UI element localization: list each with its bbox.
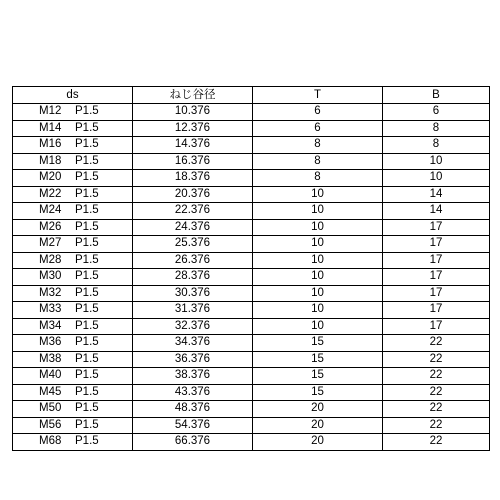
cell-t: 20 xyxy=(253,401,383,418)
thread-pitch: P1.5 xyxy=(75,121,99,134)
cell-root-diameter: 16.376 xyxy=(133,153,253,170)
cell-b: 22 xyxy=(383,335,490,352)
cell-t: 10 xyxy=(253,285,383,302)
cell-ds xyxy=(13,153,133,170)
cell-root-diameter: 26.376 xyxy=(133,252,253,269)
thread-pitch: P1.5 xyxy=(75,253,99,266)
cell-t: 10 xyxy=(253,269,383,286)
cell-b: 14 xyxy=(383,203,490,220)
cell-root-diameter: 28.376 xyxy=(133,269,253,286)
cell-ds xyxy=(13,434,133,451)
cell-root-diameter: 48.376 xyxy=(133,401,253,418)
cell-ds xyxy=(13,285,133,302)
cell-t: 10 xyxy=(253,302,383,319)
cell-ds xyxy=(13,170,133,187)
cell-root-diameter: 54.376 xyxy=(133,417,253,434)
thread-size: M22 xyxy=(39,187,62,200)
thread-size: M34 xyxy=(39,319,62,332)
table-row xyxy=(13,401,490,418)
thread-size: M24 xyxy=(39,204,62,216)
cell-root-diameter: 12.376 xyxy=(133,120,253,137)
cell-ds xyxy=(13,104,133,121)
thread-size: M56 xyxy=(39,418,62,431)
cell-b: 8 xyxy=(383,120,490,137)
table-row xyxy=(13,137,490,154)
header-ds: ds xyxy=(13,87,133,104)
cell-t: 8 xyxy=(253,153,383,170)
cell-root-diameter: 18.376 xyxy=(133,170,253,187)
thread-size: M14 xyxy=(39,121,62,134)
thread-size: M40 xyxy=(39,369,62,381)
cell-ds xyxy=(13,203,133,220)
cell-ds xyxy=(13,384,133,401)
thread-pitch: P1.5 xyxy=(75,154,99,167)
cell-ds xyxy=(13,318,133,335)
thread-size: M18 xyxy=(39,154,62,167)
cell-t: 15 xyxy=(253,335,383,352)
thread-pitch: P1.5 xyxy=(75,402,99,414)
thread-pitch: P1.5 xyxy=(75,220,99,233)
cell-root-diameter: 66.376 xyxy=(133,434,253,451)
table-row xyxy=(13,269,490,286)
table-row xyxy=(13,252,490,269)
cell-ds xyxy=(13,137,133,154)
thread-size: M20 xyxy=(39,171,62,183)
thread-size: M36 xyxy=(39,336,62,348)
cell-t: 10 xyxy=(253,236,383,253)
cell-b: 17 xyxy=(383,318,490,335)
thread-size: M12 xyxy=(39,105,62,117)
thread-size: M33 xyxy=(39,303,62,315)
cell-t: 20 xyxy=(253,417,383,434)
thread-pitch: P1.5 xyxy=(75,336,99,348)
cell-ds xyxy=(13,351,133,368)
table-row xyxy=(13,302,490,319)
cell-t: 6 xyxy=(253,120,383,137)
cell-t: 10 xyxy=(253,186,383,203)
cell-root-diameter: 36.376 xyxy=(133,351,253,368)
thread-pitch: P1.5 xyxy=(75,418,99,431)
cell-t: 10 xyxy=(253,203,383,220)
table-header xyxy=(13,87,490,104)
table-row xyxy=(13,285,490,302)
thread-pitch: P1.5 xyxy=(75,319,99,332)
cell-ds xyxy=(13,335,133,352)
cell-root-diameter: 25.376 xyxy=(133,236,253,253)
cell-root-diameter: 24.376 xyxy=(133,219,253,236)
cell-ds xyxy=(13,302,133,319)
cell-b: 17 xyxy=(383,219,490,236)
cell-ds xyxy=(13,186,133,203)
cell-ds xyxy=(13,219,133,236)
thread-pitch: P1.5 xyxy=(75,171,99,183)
cell-b: 22 xyxy=(383,384,490,401)
cell-b: 6 xyxy=(383,104,490,121)
cell-b: 10 xyxy=(383,170,490,187)
thread-size: M38 xyxy=(39,352,62,365)
cell-t: 6 xyxy=(253,104,383,121)
table-body xyxy=(13,104,490,451)
table-row xyxy=(13,417,490,434)
header-t: T xyxy=(253,87,383,104)
cell-root-diameter: 31.376 xyxy=(133,302,253,319)
table-row xyxy=(13,384,490,401)
table-row xyxy=(13,120,490,137)
cell-ds xyxy=(13,252,133,269)
cell-b: 17 xyxy=(383,269,490,286)
cell-b: 22 xyxy=(383,351,490,368)
cell-t: 8 xyxy=(253,170,383,187)
thread-size: M16 xyxy=(39,138,62,150)
thread-pitch: P1.5 xyxy=(75,105,99,117)
thread-pitch: P1.5 xyxy=(75,270,99,282)
cell-b: 17 xyxy=(383,252,490,269)
table-row xyxy=(13,170,490,187)
cell-b: 17 xyxy=(383,285,490,302)
cell-ds xyxy=(13,417,133,434)
cell-b: 17 xyxy=(383,236,490,253)
header-root-diameter: ねじ谷径 xyxy=(133,87,253,104)
table-row xyxy=(13,351,490,368)
thread-pitch: P1.5 xyxy=(75,286,99,299)
cell-ds xyxy=(13,236,133,253)
cell-root-diameter: 32.376 xyxy=(133,318,253,335)
cell-ds xyxy=(13,269,133,286)
thread-size: M28 xyxy=(39,253,62,266)
cell-b: 10 xyxy=(383,153,490,170)
cell-root-diameter: 14.376 xyxy=(133,137,253,154)
cell-b: 8 xyxy=(383,137,490,154)
table-row xyxy=(13,236,490,253)
cell-b: 22 xyxy=(383,368,490,385)
cell-root-diameter: 10.376 xyxy=(133,104,253,121)
table-row xyxy=(13,153,490,170)
table-row xyxy=(13,104,490,121)
table-row xyxy=(13,203,490,220)
cell-b: 22 xyxy=(383,401,490,418)
table-row xyxy=(13,318,490,335)
cell-t: 10 xyxy=(253,318,383,335)
cell-b: 22 xyxy=(383,434,490,451)
thread-size: M27 xyxy=(39,237,62,249)
cell-t: 20 xyxy=(253,434,383,451)
table-row xyxy=(13,335,490,352)
table-row xyxy=(13,219,490,236)
table-row xyxy=(13,368,490,385)
header-b: B xyxy=(383,87,490,104)
cell-t: 15 xyxy=(253,384,383,401)
cell-t: 15 xyxy=(253,368,383,385)
cell-root-diameter: 20.376 xyxy=(133,186,253,203)
thread-pitch: P1.5 xyxy=(75,369,99,381)
cell-b: 22 xyxy=(383,417,490,434)
thread-size: M32 xyxy=(39,286,62,299)
cell-root-diameter: 30.376 xyxy=(133,285,253,302)
thread-size: M50 xyxy=(39,402,62,414)
thread-pitch: P1.5 xyxy=(75,204,99,216)
thread-size: M26 xyxy=(39,220,62,233)
thread-size: M30 xyxy=(39,270,62,282)
thread-pitch: P1.5 xyxy=(75,385,99,398)
cell-root-diameter: 22.376 xyxy=(133,203,253,220)
table-row xyxy=(13,434,490,451)
thread-pitch: P1.5 xyxy=(75,138,99,150)
thread-size: M45 xyxy=(39,385,62,398)
cell-ds xyxy=(13,401,133,418)
cell-root-diameter: 38.376 xyxy=(133,368,253,385)
thread-spec-table xyxy=(12,86,490,451)
thread-pitch: P1.5 xyxy=(75,435,99,447)
cell-root-diameter: 43.376 xyxy=(133,384,253,401)
cell-ds xyxy=(13,120,133,137)
thread-pitch: P1.5 xyxy=(75,187,99,200)
cell-ds xyxy=(13,368,133,385)
thread-pitch: P1.5 xyxy=(75,352,99,365)
cell-b: 14 xyxy=(383,186,490,203)
cell-t: 8 xyxy=(253,137,383,154)
table-row xyxy=(13,186,490,203)
cell-root-diameter: 34.376 xyxy=(133,335,253,352)
cell-b: 17 xyxy=(383,302,490,319)
cell-t: 10 xyxy=(253,219,383,236)
cell-t: 10 xyxy=(253,252,383,269)
thread-pitch: P1.5 xyxy=(75,237,99,249)
thread-pitch: P1.5 xyxy=(75,303,99,315)
header-row xyxy=(13,87,490,104)
thread-size: M68 xyxy=(39,435,62,447)
cell-t: 15 xyxy=(253,351,383,368)
